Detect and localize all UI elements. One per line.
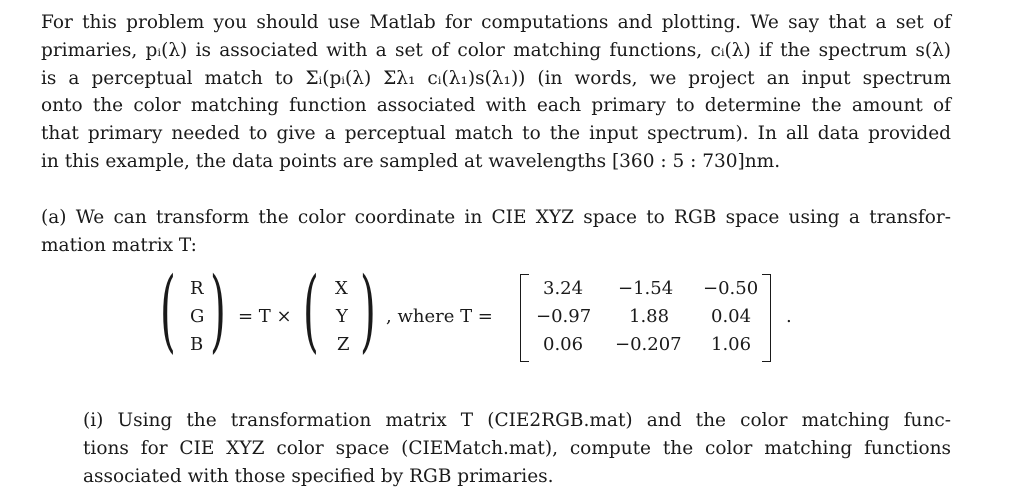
text-line: onto the color matching function associated with each primary to determine the amount of: [41, 95, 951, 117]
transform-equation: [160, 258, 800, 366]
matrix-cell: 1.88: [629, 306, 670, 327]
text-line: in this example, the data points are sampled at wavelengths [360 : 5 : 730]nm.: [41, 150, 781, 172]
vector-entry: X: [335, 278, 348, 299]
matrix-cell: 3.24: [543, 278, 584, 299]
text-line: that primary needed to give a perceptual match to the input spectrum). In all data provided: [41, 123, 951, 145]
vector-entry: Z: [337, 334, 350, 355]
vector-entry: Y: [336, 306, 348, 327]
left-paren: (: [303, 258, 319, 363]
matrix-cell: −0.50: [703, 278, 759, 299]
text-line: (i) Using the transformation matrix T (CIE2RGB.mat) and the color matching func-: [83, 410, 951, 431]
text-line: For this problem you should use Matlab for computations and plotting. We say that a set of: [41, 12, 951, 33]
period: .: [786, 306, 792, 327]
left-paren: (: [160, 258, 176, 363]
equals-t-times: = T ×: [238, 306, 292, 327]
vector-entry: B: [190, 334, 204, 355]
left-bracket: [520, 274, 529, 362]
vector-entry: G: [190, 306, 205, 327]
intro-paragraph: [41, 9, 951, 176]
part-a-paragraph: [41, 204, 951, 260]
text-line: associated with those specified by RGB primaries.: [83, 465, 554, 487]
text-line: primaries, pᵢ(λ) is associated with a set of color matching functions, cᵢ(λ) if the spectrum s(λ): [41, 39, 951, 61]
matrix-cell: −0.97: [536, 306, 592, 327]
matrix-cell: 0.06: [543, 334, 584, 355]
vector-entry: R: [190, 278, 204, 299]
text-line: tions for CIE XYZ color space (CIEMatch.mat), compute the color matching functions: [83, 437, 951, 459]
text-line: mation matrix T:: [41, 234, 197, 256]
matrix-cell: −1.54: [618, 278, 674, 299]
right-paren: ): [360, 258, 376, 363]
matrix-cell: 0.04: [711, 306, 752, 327]
part-i-paragraph: [83, 407, 951, 490]
matrix-cell: 1.06: [711, 334, 752, 355]
text-line: (a) We can transform the color coordinate in CIE XYZ space to RGB space using a transfor-: [41, 207, 951, 228]
right-paren: ): [210, 258, 226, 363]
text-line: is a perceptual match to Σᵢ(pᵢ(λ) Σλ₁ cᵢ(λ₁)s(λ₁)) (in words, we project an input spectrum: [41, 67, 951, 89]
where-text: , where T =: [386, 306, 493, 327]
right-bracket: [762, 274, 771, 362]
matrix-cell: −0.207: [615, 334, 682, 355]
